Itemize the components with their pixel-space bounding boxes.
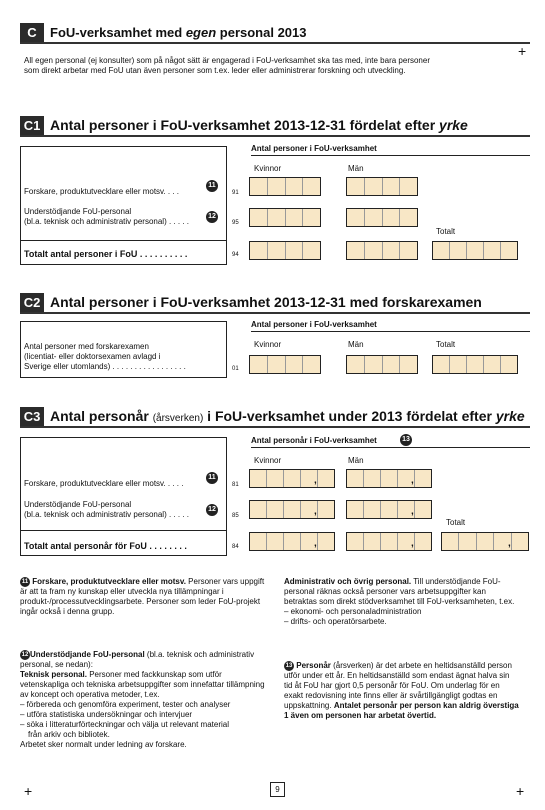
registration-mark: + (516, 783, 525, 799)
c3-men-support-input[interactable] (346, 500, 432, 519)
column-header: Antal personer i FoU-verksamhet (251, 144, 530, 156)
row-total-label: Totalt antal personår för FoU . . . . . . . . (24, 541, 187, 551)
row-code: 85 (232, 513, 239, 519)
section-code: C3 (20, 407, 44, 426)
section-c1-header (20, 116, 530, 137)
col-total: Totalt (436, 340, 456, 349)
c3-men-researchers-input[interactable] (346, 469, 432, 488)
note-11-icon: 11 (206, 472, 218, 484)
section-code: C1 (20, 116, 44, 135)
note-11-icon: 11 (206, 180, 218, 192)
note-11-icon: 11 (21, 579, 29, 585)
note-12-icon: 12 (206, 211, 218, 223)
col-total: Totalt (436, 227, 456, 236)
note-12-icon: 12 (206, 504, 218, 516)
c2-women-input[interactable] (249, 355, 321, 374)
intro-text: All egen personal (ej konsulter) som på något sätt är engagerad i FoU-verksamhet ska tas med, inte bara personer som direkt arbetar med FoU utan även personer som t.ex. leder eller administrerar forskning och utveckling. (24, 56, 430, 75)
section-code: C2 (20, 293, 44, 312)
decimal-comma: , (411, 538, 414, 549)
c3-women-researchers-input[interactable] (249, 469, 335, 488)
decimal-comma: , (508, 538, 511, 549)
decimal-comma: , (314, 538, 317, 549)
registration-mark: + (24, 783, 33, 799)
note-13-icon: 13 (400, 434, 412, 446)
row-code: 81 (232, 482, 239, 488)
c3-total-total-input[interactable] (441, 532, 529, 551)
decimal-comma: , (314, 475, 317, 486)
row-label-box (20, 437, 227, 556)
decimal-comma: , (411, 506, 414, 517)
row-code: 91 (232, 190, 239, 196)
c1-men-support-input[interactable] (346, 208, 418, 227)
section-c2-header (20, 293, 530, 314)
row-phd-label: Antal personer med forskarexamen (licentiat- eller doktorsexamen avlagd i Sverige eller utomlands) . . . . . . . . . . . . . . . . . (24, 342, 186, 371)
col-men: Män (348, 340, 364, 349)
section-c3-header (20, 407, 530, 428)
c3-men-total-input[interactable] (346, 532, 432, 551)
c3-women-support-input[interactable] (249, 500, 335, 519)
row-support-label: Understödjande FoU-personal (bl.a. teknisk och administrativ personal) . . . . . (24, 207, 189, 226)
column-header: Antal personår i FoU-verksamhet (251, 436, 530, 448)
col-women: Kvinnor (254, 164, 282, 173)
c1-men-researchers-input[interactable] (346, 177, 418, 196)
col-women: Kvinnor (254, 340, 282, 349)
c2-total-input[interactable] (432, 355, 518, 374)
section-c-header (20, 23, 530, 44)
c1-women-support-input[interactable] (249, 208, 321, 227)
decimal-comma: , (411, 475, 414, 486)
row-code: 84 (232, 544, 239, 550)
col-women: Kvinnor (254, 456, 282, 465)
section-title: Antal personer i FoU-verksamhet 2013-12-31 fördelat efter yrke (50, 117, 468, 133)
row-support-label: Understödjande FoU-personal (bl.a. teknisk och administrativ personal) . . . . . (24, 500, 189, 519)
note-11: 11 Forskare, produktutvecklare eller motsv. Personer vars uppgift är att ta fram ny kunskap eller utveckla nya tillämpningar i produkt-/processutvecklingsarbete. Personer som leder FoU-projekt ingår också i denna grupp. (20, 577, 265, 617)
c1-women-total-input[interactable] (249, 241, 321, 260)
section-title: Antal personer i FoU-verksamhet 2013-12-31 med forskarexamen (50, 294, 482, 310)
row-researchers-label: Forskare, produktutvecklare eller motsv. . . . . (24, 479, 184, 488)
row-total-label: Totalt antal personer i FoU . . . . . . . . . . (24, 249, 188, 259)
row-code: 01 (232, 366, 239, 372)
c2-men-input[interactable] (346, 355, 418, 374)
divider (20, 530, 226, 531)
note-12-icon: 12 (21, 652, 29, 658)
row-researchers-label: Forskare, produktutvecklare eller motsv. . . . (24, 187, 180, 196)
col-total: Totalt (446, 518, 466, 527)
c1-men-total-input[interactable] (346, 241, 418, 260)
section-title: FoU-verksamhet med egen personal 2013 (50, 25, 307, 40)
column-header: Antal personer i FoU-verksamhet (251, 320, 530, 332)
note-12: 12 Understödjande FoU-personal (bl.a. teknisk och administrativ personal, se nedan): Teknisk personal. Personer med fackkunskap som utför vetenskapliga och tekniska arbetsuppgifter som innefattar tillämpning av koncept och operativa metoder, t.ex. – förbereda och genomföra experiment, tester och analyser – utföra statistiska undersökningar och intervjuer – söka i litteraturförteckningar och välja ut relevant material från arkiv och bibliotek. Arbetet sker normalt under ledning av forskare. (20, 650, 265, 750)
note-admin: Administrativ och övrig personal. Till understödjande FoU-personal räknas också personer vars arbetsuppgifter kan betraktas som direkt stödverksamhet till FoU-verksamheten, t.ex. – ekonomi- och personaladministration – drifts- och operatörsarbete. (284, 577, 515, 626)
registration-mark: + (518, 43, 527, 59)
divider (20, 240, 226, 241)
col-men: Män (348, 164, 364, 173)
page-number: 9 (270, 782, 285, 797)
row-code: 95 (232, 220, 239, 226)
c3-women-total-input[interactable] (249, 532, 335, 551)
c1-women-researchers-input[interactable] (249, 177, 321, 196)
decimal-comma: , (314, 506, 317, 517)
row-code: 94 (232, 252, 239, 258)
col-men: Män (348, 456, 364, 465)
section-code: C (20, 23, 44, 42)
c1-total-total-input[interactable] (432, 241, 518, 260)
section-title: Antal personår (årsverken) i FoU-verksamhet under 2013 fördelat efter yrke (50, 408, 525, 424)
row-label-box (20, 146, 227, 265)
note-13-icon: 13 (285, 663, 293, 669)
note-13: 13 Personår (årsverken) är det arbete en heltidsanställd person utför under ett år. En heltidsanställd som endast ägnat halva sin tid åt FoU har gjort 0,5 personår för FoU. Om underlag för en exakt redovisning inte finns eller är svårtillgängligt godtas en uppskattning. Antalet personår per person kan aldrig överstiga 1 även om personen har arbetat övertid. (284, 661, 519, 721)
